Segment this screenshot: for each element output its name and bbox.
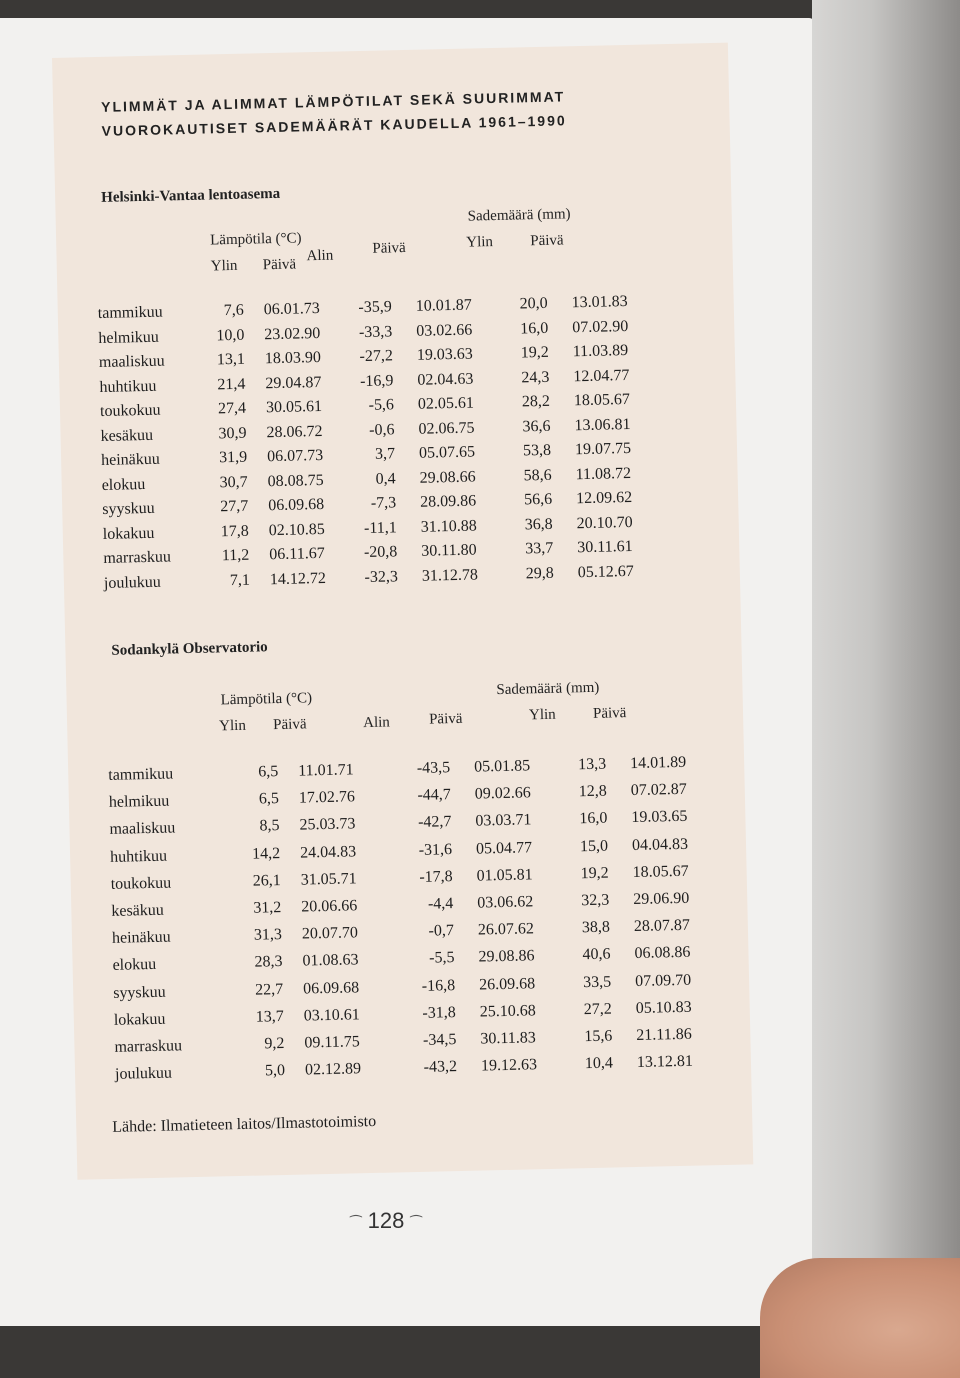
cell-month: helmikuu [108, 792, 170, 812]
cell-min: -43,2 [423, 1058, 458, 1077]
cell-month: kesäkuu [111, 901, 164, 920]
cell-max: 5,0 [264, 1062, 286, 1080]
cell-prec-date: 21.11.86 [636, 1025, 692, 1044]
left-ornament-icon: ⁀ [350, 1215, 362, 1231]
cell-month: kesäkuu [100, 426, 154, 445]
cell-min: -34,5 [422, 1031, 457, 1049]
cell-min-date: 30.11.80 [421, 541, 477, 560]
cell-max: 7,6 [223, 301, 244, 320]
cell-min-date: 03.03.71 [475, 811, 532, 830]
cell-month: tammikuu [108, 765, 174, 784]
cell-min: -7,3 [370, 494, 397, 512]
cell-min: -31,6 [418, 840, 453, 859]
cell-month: lokakuu [113, 1010, 166, 1029]
cell-min: 0,4 [375, 469, 396, 488]
cell-prec: 19,2 [580, 864, 609, 883]
cell-max: 30,7 [219, 473, 248, 491]
cell-max: 9,2 [264, 1034, 285, 1053]
cell-max-date: 06.09.68 [302, 978, 360, 998]
cell-max-date: 24.04.83 [299, 842, 357, 862]
cell-min: -0,6 [368, 420, 395, 439]
cell-prec-date: 18.05.67 [632, 862, 689, 881]
cell-max: 28,3 [254, 953, 283, 972]
cell-max-date: 29.04.87 [265, 373, 322, 392]
cell-min: -44,7 [417, 786, 452, 805]
cell-min-date: 29.08.86 [478, 947, 535, 966]
cell-max-date: 11.01.71 [298, 761, 354, 780]
cell-prec-date: 13.01.83 [571, 293, 628, 312]
cell-max: 8,5 [259, 817, 280, 835]
cell-min-date: 31.12.78 [421, 565, 479, 585]
page-number [336, 1208, 436, 1234]
cell-max-date: 14.12.72 [269, 569, 327, 588]
cell-min: -20,8 [363, 543, 398, 562]
cell-min: -42,7 [417, 813, 452, 832]
cell-min: -5,5 [429, 949, 455, 968]
cell-min-date: 05.07.65 [418, 443, 476, 462]
cell-prec-date: 04.04.83 [631, 835, 689, 854]
cell-max: 7,1 [229, 571, 251, 589]
cell-prec: 10,4 [584, 1054, 614, 1073]
cell-min-date: 30.11.83 [480, 1029, 536, 1048]
cell-max-date: 02.10.85 [268, 520, 325, 539]
cell-max: 17,8 [220, 522, 249, 540]
source-note: Lähde: Ilmatieteen laitos/Ilmastotoimisto [112, 1112, 377, 1136]
cell-prec-date: 11.08.72 [575, 464, 632, 483]
cell-min: -0,7 [428, 922, 455, 940]
precip-date-header-2: Päivä [592, 705, 627, 722]
cell-month: joulukuu [114, 1064, 173, 1084]
cell-prec-date: 11.03.89 [572, 342, 629, 361]
cell-min: -11,1 [363, 518, 397, 537]
cell-prec-date: 20.10.70 [576, 513, 633, 532]
cell-min: -4,4 [427, 895, 454, 913]
cell-min-date: 02.06.75 [418, 419, 475, 438]
cell-min: -16,8 [421, 976, 456, 995]
cell-prec-date: 19.07.75 [574, 439, 632, 459]
cell-prec-date: 07.09.70 [634, 971, 692, 990]
cell-min: 3,7 [374, 445, 396, 463]
cell-prec: 36,8 [524, 515, 553, 533]
cell-min: -27,2 [359, 347, 394, 366]
cell-min-date: 02.05.61 [417, 394, 475, 413]
cell-min-date: 05.04.77 [475, 838, 533, 858]
cell-month: marraskuu [114, 1037, 183, 1056]
max-header-1: Ylin [210, 257, 238, 275]
cell-max-date: 06.09.68 [268, 495, 325, 515]
cell-prec-date: 05.12.67 [577, 562, 634, 581]
cell-prec: 56,6 [523, 490, 553, 509]
cell-max: 26,1 [252, 871, 281, 890]
cell-prec: 16,0 [579, 809, 608, 828]
cell-prec: 19,2 [520, 343, 549, 362]
cell-month: heinäkuu [111, 928, 171, 948]
cell-month: syyskuu [113, 983, 166, 1002]
min-header-1: Alin [306, 247, 334, 265]
cell-prec-date: 12.04.77 [573, 366, 630, 385]
cell-month: helmikuu [98, 328, 159, 347]
page-number-text: 128 [367, 1208, 405, 1233]
cell-min-date: 25.10.68 [479, 1002, 536, 1021]
cell-max-date: 08.08.75 [267, 471, 324, 490]
cell-prec: 33,7 [525, 539, 554, 558]
cell-month: tammikuu [97, 303, 163, 323]
next-pages-edge [812, 0, 960, 1326]
cell-prec: 28,2 [521, 392, 551, 411]
min-date-header-2: Päivä [428, 710, 463, 728]
cell-min-date: 29.08.66 [419, 467, 476, 487]
cell-prec-date: 07.02.87 [630, 780, 687, 800]
cell-max-date: 17.02.76 [298, 788, 356, 807]
cell-min: -17,8 [419, 867, 453, 886]
max-date-header-1: Päivä [262, 256, 297, 274]
cell-prec-date: 07.02.90 [572, 317, 629, 336]
cell-max: 13,7 [255, 1007, 284, 1026]
table-panel [52, 43, 753, 1180]
cell-max: 31,2 [253, 899, 282, 917]
cell-max-date: 25.03.73 [299, 815, 356, 834]
heading-line-1: YLIMMÄT JA ALIMMAT LÄMPÖTILAT SEKÄ SUURIMMAT [100, 88, 566, 115]
cell-prec-date: 13.06.81 [574, 415, 631, 434]
cell-prec: 27,2 [583, 1000, 612, 1018]
cell-max: 6,5 [258, 763, 279, 781]
cell-max: 27,4 [217, 399, 247, 418]
cell-prec: 53,8 [522, 441, 552, 460]
cell-prec-date: 28.07.87 [633, 916, 691, 936]
cell-month: maaliskuu [109, 819, 176, 839]
cell-min: -32,3 [364, 567, 399, 586]
cell-prec-date: 14.01.89 [629, 753, 687, 773]
cell-month: syyskuu [102, 499, 155, 518]
cell-min: -33,3 [358, 322, 393, 341]
cell-max: 21,4 [217, 375, 246, 393]
cell-min-date: 03.06.62 [477, 893, 534, 912]
cell-min-date: 01.05.81 [476, 866, 533, 885]
cell-min-date: 19.12.63 [480, 1056, 538, 1075]
cell-prec-date: 12.09.62 [575, 488, 633, 508]
cell-min-date: 05.01.85 [474, 757, 531, 776]
cell-max: 30,9 [218, 424, 247, 442]
cell-prec-date: 19.03.65 [631, 808, 688, 827]
cell-max-date: 31.05.71 [300, 870, 357, 889]
max-date-header-2: Päivä [273, 716, 307, 734]
cell-month: toukokuu [110, 874, 172, 893]
cell-month: marraskuu [103, 548, 172, 567]
cell-min-date: 28.09.86 [419, 492, 477, 511]
cell-prec: 40,6 [582, 945, 611, 964]
cell-prec: 16,0 [520, 319, 549, 337]
cell-min: -43,5 [416, 759, 451, 777]
cell-max: 31,3 [253, 926, 283, 944]
cell-prec: 13,3 [577, 755, 607, 774]
heading-line-2: VUOROKAUTISET SADEMÄÄRÄT KAUDELLA 1961–1990 [101, 112, 567, 139]
cell-max: 13,1 [216, 350, 246, 369]
cell-min: -5,6 [368, 396, 395, 414]
cell-min: -31,8 [422, 1003, 456, 1022]
cell-max: 14,2 [251, 844, 281, 863]
temp-header-2: Lämpötila (°C) [220, 690, 313, 709]
cell-prec: 20,0 [519, 294, 548, 313]
cell-prec-date: 29.06.90 [633, 889, 690, 909]
cell-prec: 38,8 [581, 918, 611, 937]
cell-max-date: 06.07.73 [266, 446, 324, 466]
station-title-sodankyla: Sodankylä Observatorio [111, 639, 268, 659]
cell-month: maaliskuu [98, 352, 165, 372]
cell-prec-date: 13.12.81 [636, 1052, 694, 1072]
cell-max-date: 06.01.73 [263, 299, 320, 319]
max-header-2: Ylin [219, 717, 247, 735]
cell-prec: 15,0 [579, 837, 609, 855]
cell-min: -35,9 [358, 298, 392, 317]
cell-min-date: 02.04.63 [417, 370, 474, 389]
precip-header-2: Sademäärä (mm) [496, 679, 600, 699]
cell-max-date: 20.06.66 [301, 897, 358, 916]
cell-max-date: 09.11.75 [304, 1033, 360, 1052]
thumb [760, 1258, 960, 1378]
cell-min-date: 09.02.66 [474, 784, 531, 803]
cell-max-date: 28.06.72 [266, 422, 323, 441]
station-title-helsinki: Helsinki-Vantaa lentoasema [101, 185, 281, 206]
cell-max-date: 30.05.61 [265, 397, 323, 417]
cell-min-date: 31.10.88 [420, 516, 477, 536]
precip-header-1: Sademäärä (mm) [467, 206, 571, 225]
cell-prec: 24,3 [521, 368, 550, 386]
cell-max-date: 03.10.61 [303, 1006, 360, 1025]
cell-max: 22,7 [254, 980, 284, 999]
cell-min-date: 19.03.63 [416, 345, 474, 364]
cell-min: -16,9 [359, 371, 394, 390]
cell-max-date: 18.03.90 [264, 348, 322, 368]
cell-min-date: 03.02.66 [416, 321, 473, 340]
cell-min-date: 10.01.87 [415, 296, 472, 315]
cell-prec: 58,6 [523, 466, 552, 484]
cell-min-date: 26.09.68 [478, 974, 536, 994]
cell-prec: 36,6 [522, 417, 551, 435]
cell-max-date: 23.02.90 [264, 324, 321, 343]
precip-max-header-2: Ylin [528, 706, 556, 724]
cell-month: elokuu [101, 475, 146, 494]
cell-month: elokuu [112, 956, 157, 975]
cell-max: 10,0 [216, 326, 245, 344]
cell-max-date: 20.07.70 [301, 924, 359, 943]
cell-prec: 32,3 [581, 891, 610, 910]
cell-max-date: 06.11.67 [269, 544, 325, 564]
cell-prec-date: 18.05.67 [573, 390, 631, 410]
cell-month: huhtikuu [109, 847, 168, 866]
cell-prec-date: 06.08.86 [634, 944, 691, 963]
cell-max-date: 01.08.63 [302, 951, 359, 970]
temp-header-1: Lämpötila (°C) [209, 230, 302, 249]
cell-month: huhtikuu [99, 377, 157, 396]
right-ornament-icon: ⁀ [410, 1215, 422, 1231]
cell-month: heinäkuu [100, 450, 160, 469]
cell-prec: 15,6 [584, 1027, 613, 1046]
cell-prec-date: 30.11.61 [577, 537, 633, 557]
cell-month: lokakuu [102, 524, 155, 543]
min-header-2: Alin [362, 714, 391, 732]
cell-max: 27,7 [220, 497, 249, 516]
precip-max-header-1: Ylin [466, 234, 494, 251]
page-heading [101, 84, 567, 143]
cell-month: toukokuu [99, 401, 161, 420]
cell-prec-date: 05.10.83 [635, 998, 692, 1017]
cell-max-date: 02.12.89 [304, 1060, 362, 1079]
cell-max: 31,9 [218, 448, 248, 467]
cell-prec: 12,8 [578, 782, 607, 801]
cell-prec: 33,5 [582, 973, 612, 991]
cell-min-date: 26.07.62 [477, 920, 535, 939]
cell-max: 6,5 [258, 790, 280, 808]
cell-max: 11,2 [221, 546, 250, 565]
cell-month: joulukuu [103, 573, 161, 592]
min-date-header-1: Päivä [372, 240, 406, 257]
precip-date-header-1: Päivä [530, 232, 564, 250]
cell-prec: 29,8 [525, 564, 555, 582]
